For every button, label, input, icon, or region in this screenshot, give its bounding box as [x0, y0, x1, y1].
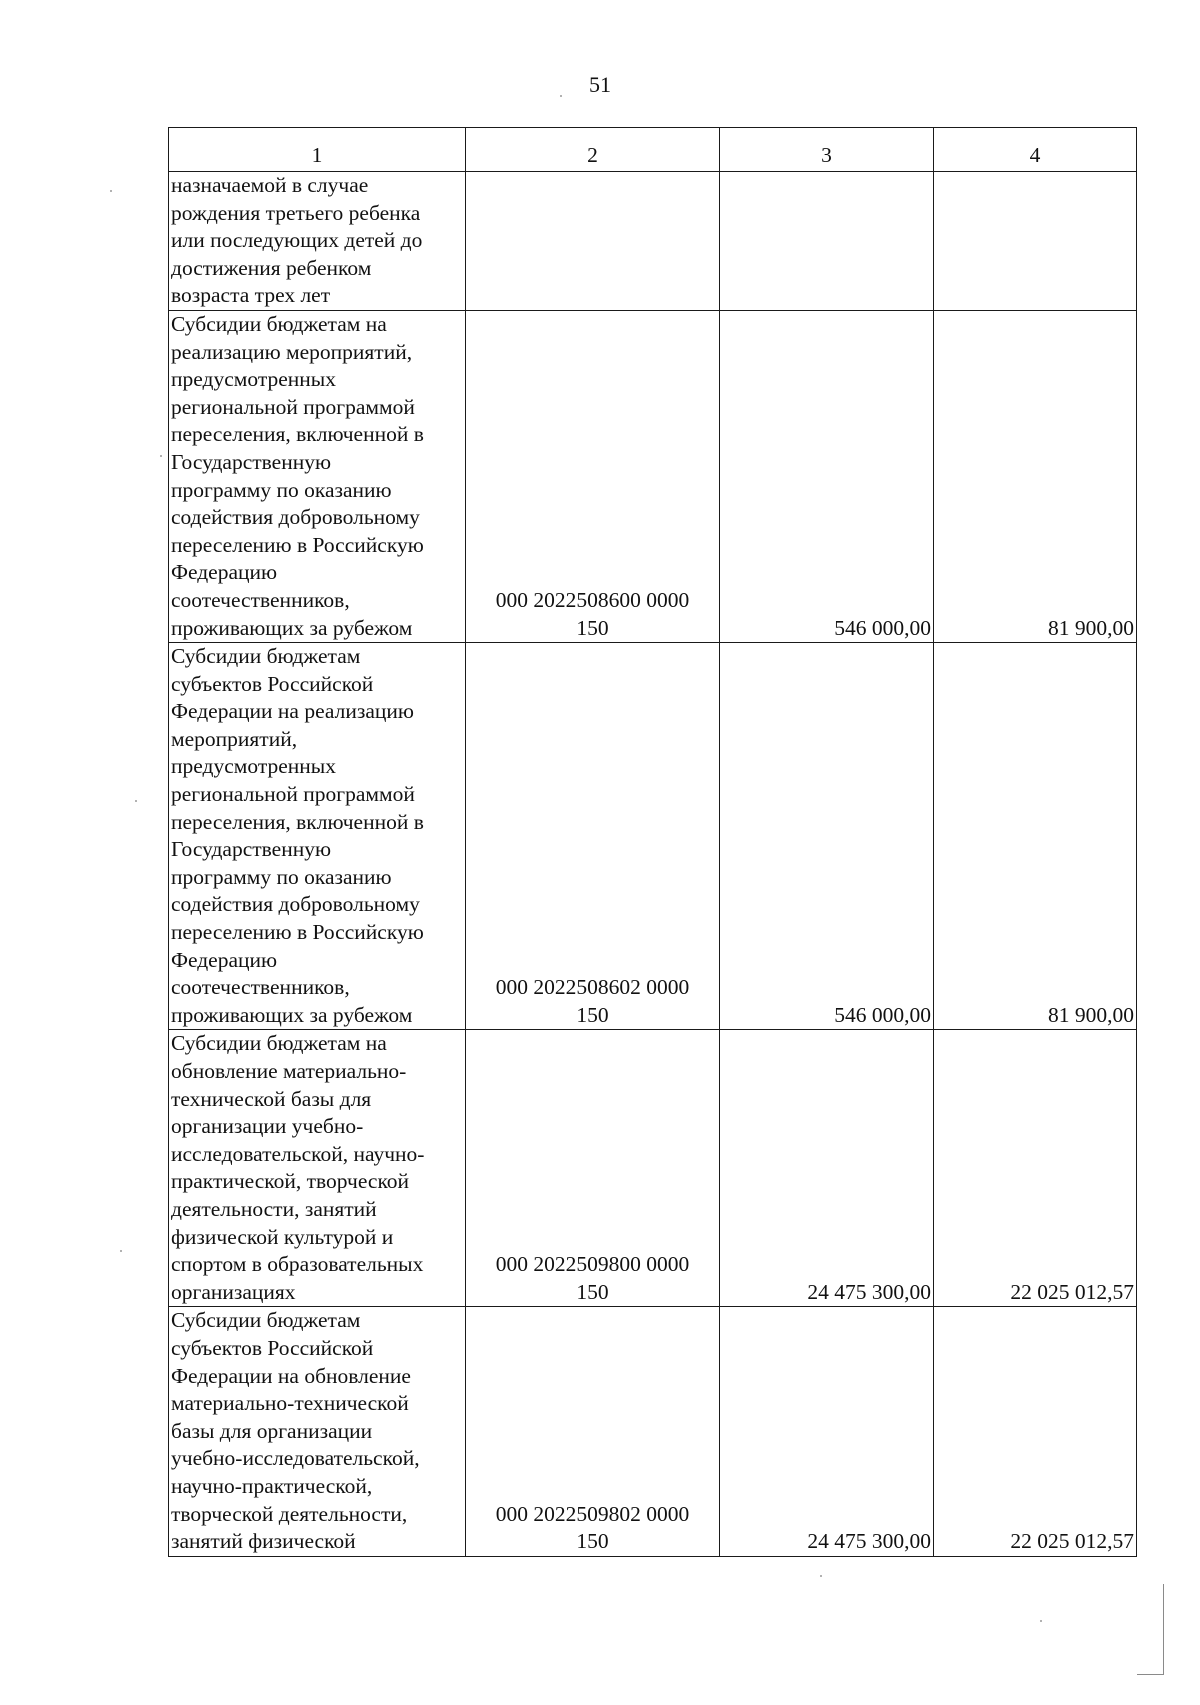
row-description: Субсидии бюджетам на реализацию мероприятий, предусмотренных региональной программой переселения, включенной в Государственную программу по оказанию содействия добровольному переселению в Российскую Федерацию соотечественников, проживающих за рубежом	[169, 310, 466, 642]
row-code	[466, 172, 720, 311]
row-code: 000 2022509802 0000 150	[466, 1307, 720, 1556]
row-fact-amount: 22 025 012,57	[934, 1307, 1137, 1556]
row-description: назначаемой в случае рождения третьего ребенка или последующих детей до достижения ребенком возраста трех лет	[169, 172, 466, 311]
column-header-1: 1	[169, 128, 466, 172]
row-plan-amount: 24 475 300,00	[720, 1030, 934, 1307]
column-header-2: 2	[466, 128, 720, 172]
row-code: 000 2022508600 0000 150	[466, 310, 720, 642]
row-description: Субсидии бюджетам субъектов Российской Федерации на реализацию мероприятий, предусмотренных региональной программой переселения, включенной в Государственную программу по оказанию содействия добровольному переселению в Российскую Федерацию соотечественников, проживающих за рубежом	[169, 643, 466, 1030]
scan-speck	[560, 95, 562, 97]
column-header-3: 3	[720, 128, 934, 172]
table-header-row	[169, 128, 1137, 172]
row-fact-amount: 81 900,00	[934, 310, 1137, 642]
row-fact-amount: 81 900,00	[934, 643, 1137, 1030]
table-row	[169, 1307, 1137, 1556]
scan-speck	[1040, 1620, 1042, 1622]
scan-speck	[120, 1250, 122, 1252]
budget-table	[168, 127, 1137, 1557]
scan-corner-mark	[1137, 1584, 1164, 1675]
row-fact-amount: 22 025 012,57	[934, 1030, 1137, 1307]
table-row	[169, 172, 1137, 311]
row-code: 000 2022508602 0000 150	[466, 643, 720, 1030]
row-code: 000 2022509800 0000 150	[466, 1030, 720, 1307]
scan-speck	[135, 800, 137, 802]
table-row	[169, 310, 1137, 642]
table-row	[169, 1030, 1137, 1307]
scan-speck	[160, 455, 162, 457]
row-plan-amount	[720, 172, 934, 311]
table-row	[169, 643, 1137, 1030]
row-plan-amount: 546 000,00	[720, 643, 934, 1030]
scan-speck	[820, 1575, 822, 1577]
page-number: 51	[589, 72, 611, 97]
row-description: Субсидии бюджетам субъектов Российской Федерации на обновление материально-технической базы для организации учебно-исследовательской, научно-практической, творческой деятельности, занятий физической	[169, 1307, 466, 1556]
row-plan-amount: 24 475 300,00	[720, 1307, 934, 1556]
column-header-4: 4	[934, 128, 1137, 172]
scan-speck	[110, 190, 112, 192]
row-plan-amount: 546 000,00	[720, 310, 934, 642]
row-fact-amount	[934, 172, 1137, 311]
row-description: Субсидии бюджетам на обновление материально- технической базы для организации учебно- исследовательской, научно- практической, творческой деятельности, занятий физической культурой и спортом в образовательных организациях	[169, 1030, 466, 1307]
